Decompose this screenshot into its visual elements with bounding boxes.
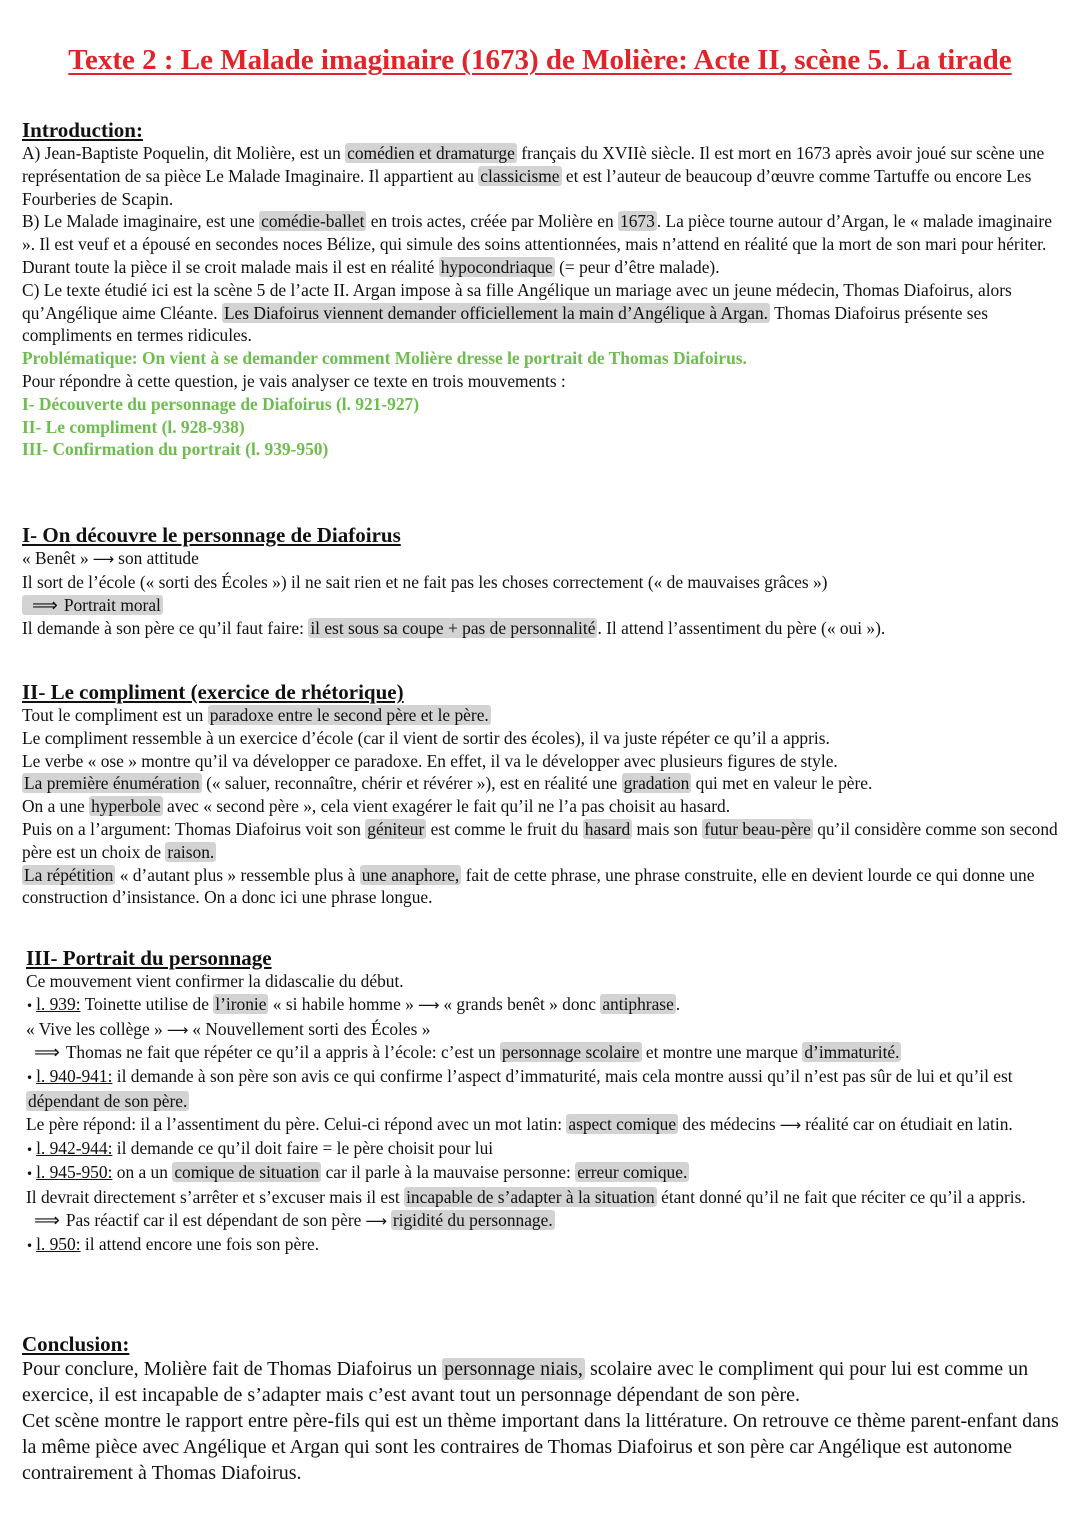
part-two-line-7 — [22, 864, 1067, 910]
text: et est l’auteur de beaucoup d’œuvre comme Tartuffe ou encore Les Fourberies de Scapin. — [22, 165, 1032, 209]
text: en trois actes, créée par Molière en — [366, 211, 618, 232]
part-three-heading: III- Portrait du personnage — [26, 946, 272, 970]
line-reference: l. 945-950: — [36, 1162, 113, 1183]
text: qu’il considère comme son second père est un choix de — [22, 818, 1058, 862]
text: il demande ce qu’il doit faire = le père choisit pour lui — [112, 1137, 494, 1158]
highlight: rigidité du personnage. — [392, 1209, 553, 1230]
text: A) Jean-Baptiste Poquelin, dit Molière, est un — [22, 143, 346, 163]
text: car il parle à la mauvaise personne: — [321, 1162, 576, 1183]
bullet-icon: • — [26, 1167, 34, 1182]
highlight: comique de situation — [174, 1162, 320, 1183]
text: est comme le fruit du — [426, 818, 583, 839]
highlight: d’immaturité. — [804, 1042, 900, 1063]
right-arrow-icon: ⟶ — [166, 1020, 189, 1039]
line-reference: l. 950: — [36, 1233, 81, 1254]
text: il attend encore une fois son père. — [80, 1233, 320, 1254]
text: (« saluer, reconnaître, chérir et révérer »), est en réalité une — [201, 773, 622, 794]
part-one-heading: I- On découvre le personnage de Diafoirus — [22, 523, 401, 547]
highlight: personnage scolaire — [501, 1042, 640, 1063]
bullet-icon: • — [26, 1071, 34, 1086]
text: Tout le compliment est un — [22, 705, 208, 725]
part-two-heading: II- Le compliment (exercice de rhétorique) — [22, 680, 404, 704]
double-arrow-icon: ⟹ — [34, 1042, 60, 1064]
right-arrow-icon: ⟶ — [779, 1115, 802, 1134]
highlight: raison. — [167, 841, 215, 862]
text: Toinette utilise de — [80, 993, 214, 1014]
double-arrow-icon: ⟹ — [34, 1209, 60, 1231]
text: Thomas Diafoirus présente ses compliments en termes ridicules. — [22, 302, 989, 346]
right-arrow-icon: ⟶ — [365, 1211, 387, 1230]
intro-paragraph-c — [22, 279, 1067, 347]
highlight: La première énumération — [24, 773, 200, 794]
conclusion-paragraph-1 — [22, 1356, 1067, 1408]
bullet-icon: • — [26, 998, 34, 1013]
highlight: 1673 — [620, 211, 655, 232]
part-two-line-6 — [22, 818, 1067, 864]
part-three-line-3 — [26, 1018, 1068, 1042]
highlight: l’ironie — [215, 993, 267, 1014]
text: « Nouvellement sorti des Écoles » — [192, 1018, 431, 1039]
text: « d’autant plus » ressemble plus à — [115, 864, 360, 885]
text: son attitude — [118, 548, 199, 568]
text: il demande à son père son avis ce qui confirme l’aspect d’immaturité, mais cela montre aussi qu’il n’est pas sûr de lui et qu’il est — [112, 1066, 1013, 1087]
plan-intro: Pour répondre à cette question, je vais analyser ce texte en trois mouvements : — [22, 370, 566, 391]
line-reference: l. 940-941: — [36, 1066, 113, 1087]
part-one-section — [22, 523, 1067, 640]
part-three-line-11 — [26, 1233, 1068, 1258]
part-three-line-1: Ce mouvement vient confirmer la didascalie du début. — [26, 971, 404, 991]
text: et montre une marque — [641, 1042, 803, 1063]
highlight: dépendant de son père. — [28, 1090, 188, 1111]
conclusion-heading: Conclusion: — [22, 1332, 130, 1356]
text: qui met en valeur le père. — [691, 773, 873, 794]
line-reference: l. 939: — [36, 993, 81, 1014]
text: Pour conclure, Molière fait de Thomas Diafoirus un — [22, 1358, 443, 1380]
line-reference: l. 942-944: — [36, 1137, 113, 1158]
bullet-icon: • — [26, 1238, 34, 1253]
plan-item-2: II- Le compliment (l. 928-938) — [22, 416, 245, 437]
text: des médecins — [678, 1113, 776, 1134]
text: « si habile homme » — [268, 993, 414, 1014]
conclusion-paragraph-2: Cet scène montre le rapport entre père-fils qui est un thème important dans la littérature. On retrouve ce thème parent-enfant dans la même pièce avec Angélique et Argan qui sont les contraires de Thomas Diafoirus et son père car Angélique est autonome contrairement à Thomas Diafoirus. — [22, 1410, 1059, 1484]
highlight: futur beau-père — [704, 818, 811, 839]
text: français du XVIIè siècle. Il est mort en 1673 après avoir joué sur scène une représentation de sa pièce Le Malade Imaginaire. Il appartient au — [22, 143, 1045, 186]
intro-paragraph-a — [22, 142, 1067, 210]
highlight: aspect comique — [568, 1113, 677, 1134]
document-title: Texte 2 : Le Malade imaginaire (1673) de Molière: Acte II, scène 5. La tirade — [68, 44, 1012, 76]
text: Il devrait directement s’arrêter et s’excuser mais il est — [26, 1187, 405, 1208]
text: Le père répond: il a l’assentiment du père. Celui-ci répond avec un mot latin: — [26, 1113, 567, 1134]
part-three-line-5 — [26, 1065, 1068, 1113]
highlight: hypocondriaque — [440, 256, 553, 277]
highlight: classicisme — [480, 165, 560, 186]
plan-item-3: III- Confirmation du portrait (l. 939-950) — [22, 439, 329, 460]
part-one-line-2: Il sort de l’école (« sorti des Écoles ») il ne sait rien et ne fait pas les choses correctement (« de mauvaises grâces ») — [22, 571, 828, 592]
text: mais son — [632, 818, 703, 839]
plan-item-1: I- Découverte du personnage de Diafoirus (l. 921-927) — [22, 393, 420, 414]
highlight: erreur comique. — [577, 1162, 688, 1183]
part-three-line-8 — [26, 1161, 1068, 1186]
text: Il demande à son père ce qu’il faut faire: — [22, 618, 309, 639]
part-two-line-4 — [22, 772, 1067, 795]
highlight: il est sous sa coupe + pas de personnalité — [310, 618, 596, 639]
highlight: Les Diafoirus viennent demander officiellement la main d’Angélique à Argan. — [223, 302, 769, 323]
text: . Il attend l’assentiment du père (« oui »). — [597, 618, 886, 639]
text: (= peur d’être malade). — [554, 256, 720, 277]
part-two-line-2: Le compliment ressemble à un exercice d’école (car il vient de sortir des écoles), il va juste répéter ce qu’il a appris. — [22, 727, 830, 748]
part-three-line-10 — [26, 1209, 1068, 1233]
intro-paragraph-b — [22, 210, 1067, 278]
text: « grands benêt » donc — [443, 993, 601, 1014]
highlight: antiphrase — [602, 993, 674, 1014]
text: Thomas ne fait que répéter ce qu’il a appris à l’école: c’est un — [65, 1042, 500, 1063]
text: C) Le texte étudié ici est la scène 5 de l’acte II. Argan impose à sa fille Angélique un mariage avec un jeune médecin, Thomas Diafoirus, alors qu’Angélique aime Cléante. — [22, 279, 1012, 323]
part-two-section — [22, 680, 1067, 909]
text: réalité car on étudiait en latin. — [805, 1113, 1013, 1134]
part-two-line-3: Le verbe « ose » montre qu’il va développer ce paradoxe. En effet, il va le développer avec plusieurs figures de style. — [22, 750, 838, 771]
text: Portrait moral — [63, 594, 161, 615]
highlight: une anaphore, — [361, 864, 460, 885]
highlight: comédien et dramaturge — [347, 143, 515, 163]
introduction-heading: Introduction: — [22, 118, 143, 142]
text: B) Le Malade imaginaire, est une — [22, 211, 260, 232]
text: fait de cette phrase, une phrase construite, elle en devient lourde ce qui donne une construction d’insistance. On a donc ici une phrase longue. — [22, 864, 1035, 908]
part-three-line-6 — [26, 1113, 1068, 1137]
text: . — [675, 993, 681, 1014]
part-two-line-1 — [22, 704, 1067, 727]
part-three-line-7 — [26, 1137, 1068, 1162]
bullet-icon: • — [26, 1142, 34, 1157]
text: « Vive les collège » — [26, 1018, 163, 1039]
part-three-line-9 — [26, 1186, 1068, 1209]
right-arrow-icon: ⟶ — [417, 995, 440, 1014]
highlight: gradation — [623, 773, 690, 794]
part-three-section — [26, 946, 1068, 1258]
text: Pas réactif car il est dépendant de son père — [65, 1209, 362, 1230]
text: on a un — [112, 1162, 173, 1183]
part-three-line-4 — [26, 1041, 1068, 1065]
part-one-line-4 — [22, 617, 1067, 640]
highlight: La répétition — [24, 864, 114, 885]
highlight: paradoxe entre le second père et le père. — [209, 705, 489, 725]
right-arrow-icon: ⟶ — [92, 550, 115, 568]
double-arrow-icon: ⟹ — [32, 594, 58, 616]
text: étant donné qu’il ne fait que réciter ce qu’il a appris. — [656, 1187, 1026, 1208]
text: « Benêt » — [22, 548, 89, 568]
part-one-line-3 — [22, 594, 1067, 618]
text: Puis on a l’argument: Thomas Diafoirus voit son — [22, 818, 366, 839]
conclusion-section — [22, 1332, 1067, 1486]
highlight: personnage niais, — [444, 1358, 583, 1380]
text: On a une — [22, 796, 90, 817]
text: scolaire avec le compliment qui pour lui est comme un exercice, il est incapable de s’adapter mais c’est avant tout un personnage dépendant de son père. — [22, 1358, 1029, 1406]
introduction-section — [22, 118, 1067, 461]
text: . La pièce tourne autour d’Argan, le « malade imaginaire ». Il est veuf et a épousé en secondes noces Bélize, qui simule des soins attentionnées, mais n’attend en réalité que la mort de son mari pour hériter. Durant toute la pièce il se croit malade mais il est en réalité — [22, 211, 1052, 277]
highlight: hasard — [584, 818, 631, 839]
highlight: comédie-ballet — [261, 211, 365, 232]
highlight: incapable de s’adapter à la situation — [406, 1187, 655, 1208]
part-three-line-2 — [26, 993, 1068, 1018]
part-two-line-5 — [22, 795, 1067, 818]
highlight: géniteur — [367, 818, 425, 839]
highlight — [22, 595, 163, 615]
highlight: hyperbole — [91, 796, 161, 817]
part-one-line-1 — [22, 547, 1067, 571]
problematique: Problématique: On vient à se demander comment Molière dresse le portrait de Thomas Diafoirus. — [22, 348, 747, 369]
text: avec « second père », cela vient exagérer le fait qu’il ne l’a pas choisit au hasard. — [162, 796, 731, 817]
